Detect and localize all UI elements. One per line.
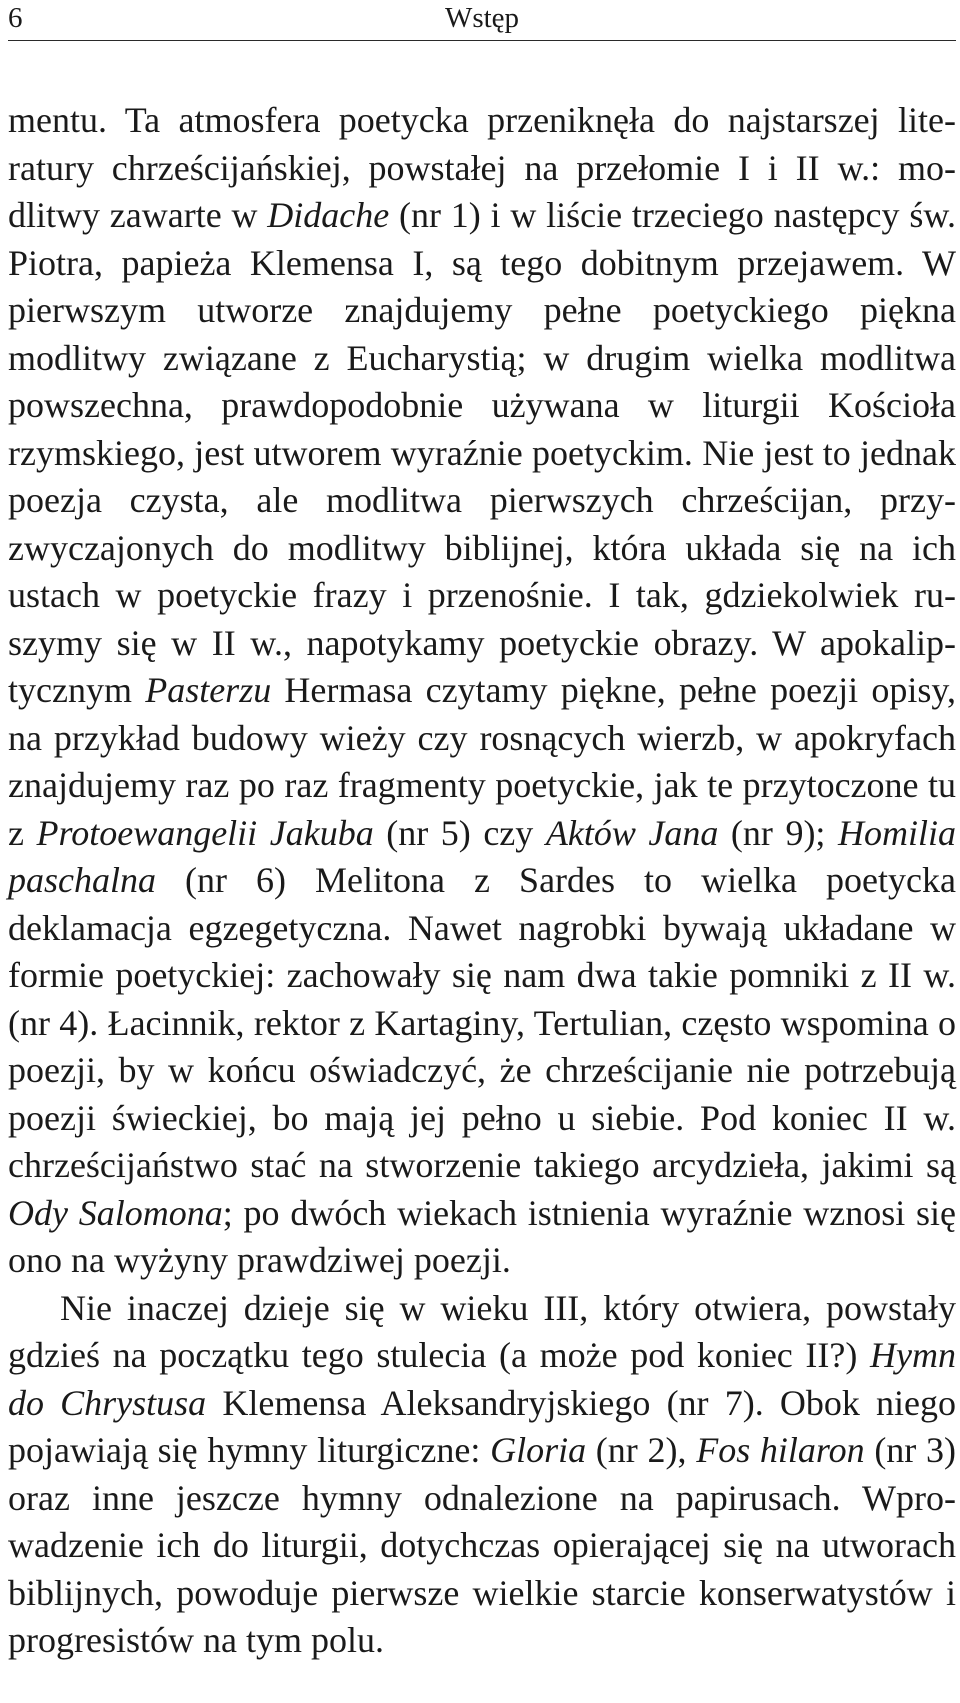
- italic-title: Protoewangelii Jakuba: [36, 812, 374, 853]
- italic-title: Gloria: [490, 1430, 587, 1470]
- text-run: (nr 1) i w liście trzeciego następcy św. Piotra, papieża Klemensa I, są tego dobitnym przejawem. W pierwszym utworze znajdujemy pełne poetyckiego piękna modlitwy związane z Eucharystią; w drugim wielka modlitwa powszechna, prawdopodobnie używana w liturgii Kościoła rzymskiego, jest utworem wyraźnie poetyckim. Nie jest to jednak poezja czysta, ale modlitwa pierwszych chrześcijan, przyzwyczajonych do modlitwy biblijnej, która układa się na ich ustach w poetyckie frazy i przenośnie. I tak, gdziekolwiek ruszymy się w II w., napotykamy poetyckie obrazy. W apokaliptycznym: [8, 195, 956, 710]
- text-run: (nr 2),: [586, 1430, 697, 1470]
- running-head: [8, 0, 956, 41]
- running-title: Wstęp: [444, 2, 520, 34]
- text-run: mentu. Ta atmosfera poetycka przeniknęła do najstarszej literatury chrześcijańskiej, powstałej na przełomie I i II w.: modlitwy zawarte w: [8, 100, 956, 235]
- text-run: Nie inaczej dzieje się w wieku III, który otwiera, powstały gdzieś na początku tego stulecia (a może pod koniec II?): [8, 1287, 956, 1375]
- text-run: (nr 5) czy: [373, 812, 546, 853]
- italic-title: Hymn do Chrystusa: [8, 1335, 956, 1423]
- italic-title: Homilia paschalna: [8, 812, 957, 900]
- paragraph: [8, 1285, 956, 1665]
- italic-title: Pasterzu: [145, 670, 272, 710]
- text-run: (nr 3) oraz inne jeszcze hymny odnalezione na papirusach. Wprowadzenie ich do liturgii, dotychczas opierającej się na utworach biblijnych, powoduje pierwsze wielkie starcie konserwatystów i progresistów na tym polu.: [8, 1430, 957, 1660]
- page-number: 6: [8, 2, 23, 34]
- body-text: [8, 97, 956, 1665]
- italic-title: Didache: [267, 195, 390, 235]
- paragraph: [8, 97, 956, 1285]
- italic-title: Fos hilaron: [696, 1430, 865, 1470]
- text-run: (nr 9);: [718, 812, 838, 853]
- text-run: ; po dwóch wiekach istnienia wyraźnie wznosi się ono na wyżyny prawdziwej poezji.: [8, 1192, 956, 1280]
- text-run: Hermasa czytamy piękne, pełne poezji opisy, na przykład budowy wieży czy rosnących wierzb, w apokryfach znajdujemy raz po raz fragmenty poetyckie, jak te przytoczone tu z: [8, 670, 956, 853]
- text-run: Klemensa Aleksandryjskiego (nr 7). Obok niego pojawiają się hymny liturgiczne:: [8, 1382, 956, 1470]
- italic-title: Aktów Jana: [545, 812, 719, 853]
- text-run: (nr 6) Melitona z Sardes to wielka poetycka deklamacja egzegetyczna. Nawet nagrobki bywają układane w formie poetyckiej: zachowały się nam dwa takie pomniki z II w. (nr 4). Łacinnik, rektor z Kartaginy, Tertulian, często wspomina o poezji, by w końcu oświadczyć, że chrześcijanie nie potrzebują poezji świeckiej, bo mają jej pełno u siebie. Pod koniec II w. chrześcijaństwo stać na stworzenie takiego arcydzieła, jakimi są: [8, 860, 956, 1185]
- book-page: [8, 0, 956, 1703]
- italic-title: Ody Salomona: [8, 1192, 223, 1233]
